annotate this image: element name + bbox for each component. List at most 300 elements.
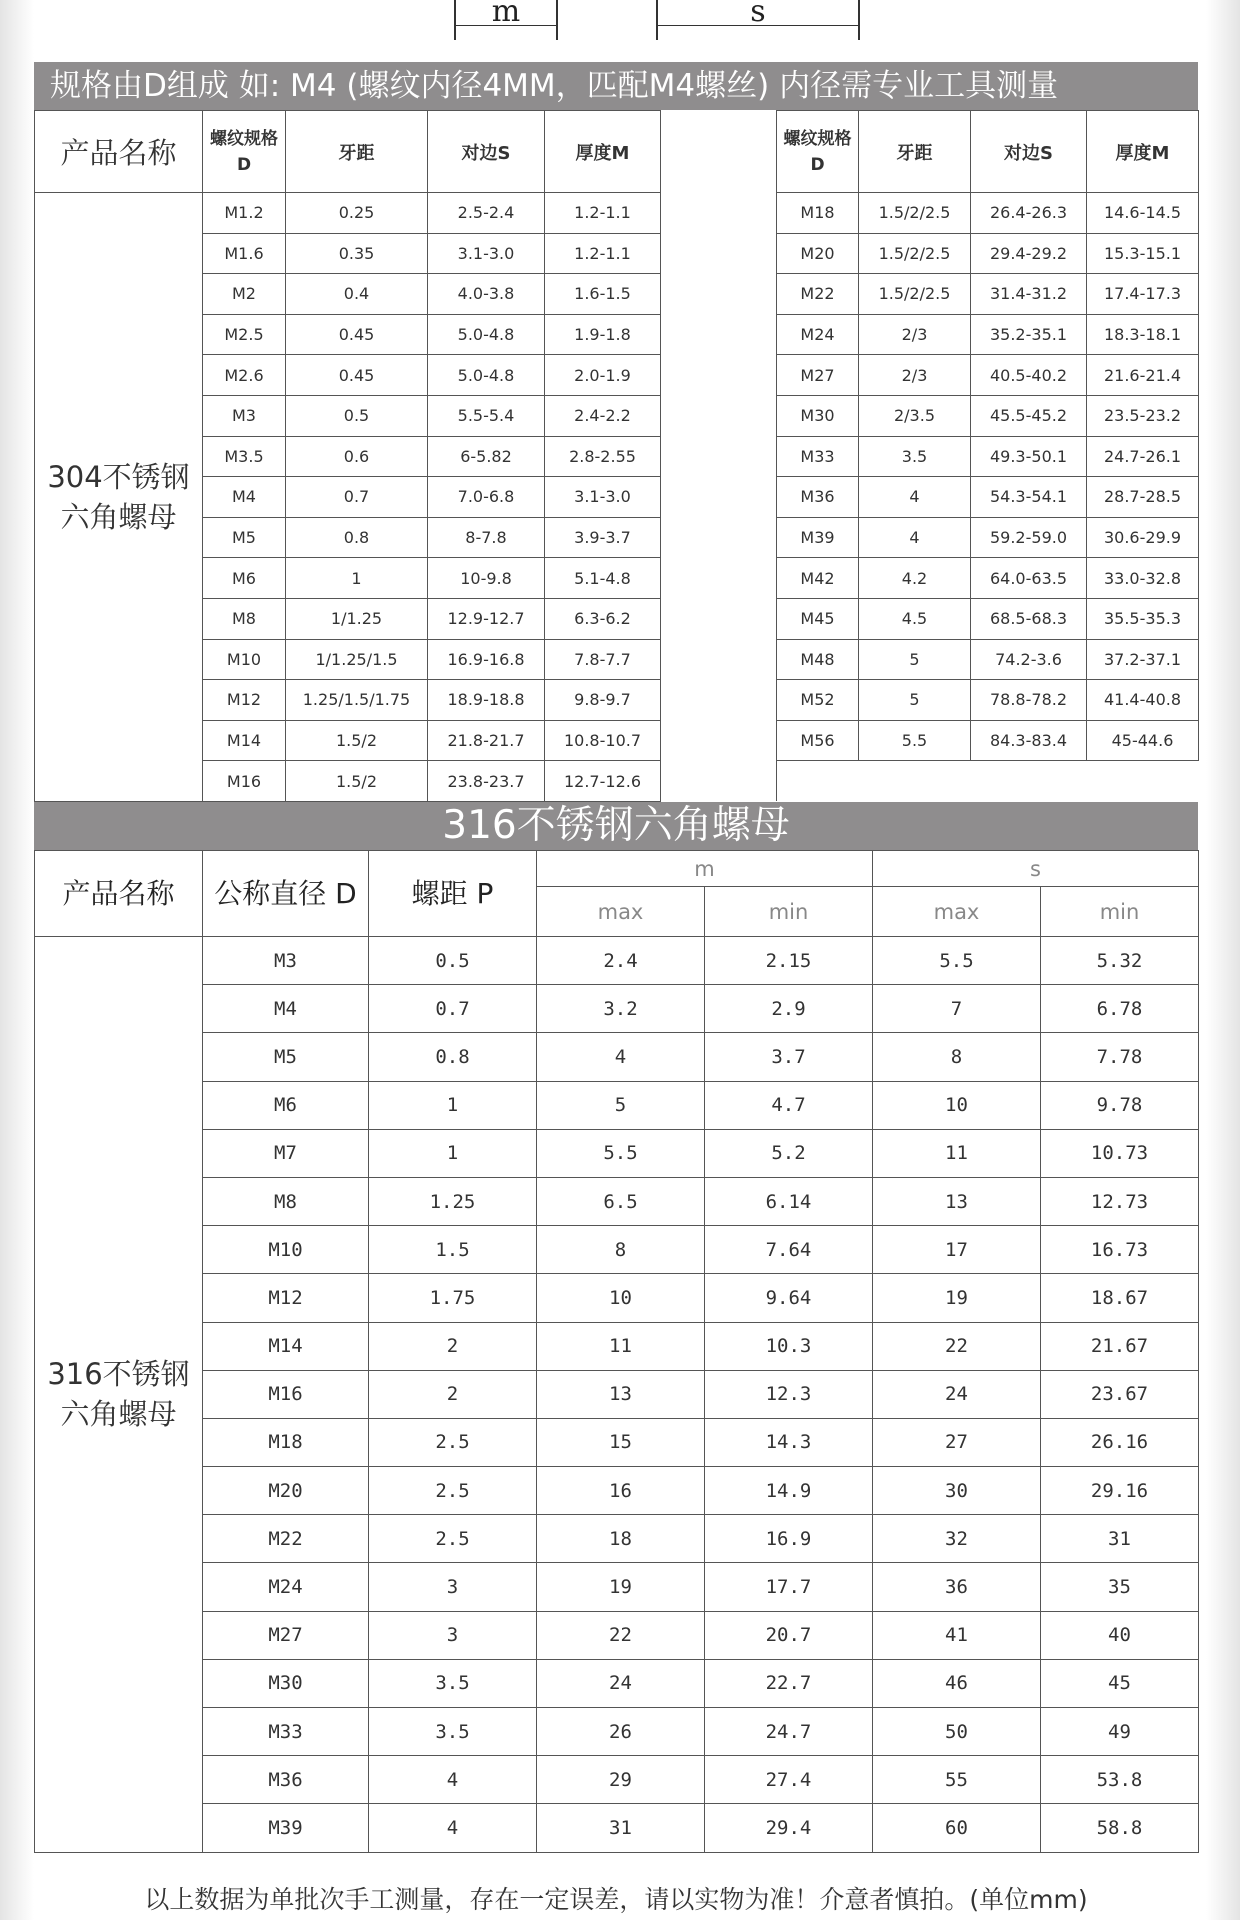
cell-right-across-flats: 45.5-45.2 [971, 395, 1087, 436]
header2-s-max: max [873, 887, 1041, 937]
table-row [35, 1611, 1199, 1659]
cell-s-max: 7 [873, 985, 1041, 1033]
cell-m-min: 6.14 [705, 1177, 873, 1225]
cell-left-spec: M14 [203, 720, 286, 761]
cell-m-min: 22.7 [705, 1659, 873, 1707]
cell-right-across-flats: 59.2-59.0 [971, 517, 1087, 558]
cell-m-min: 12.3 [705, 1370, 873, 1418]
table-row [35, 1515, 1199, 1563]
cell-m-min: 7.64 [705, 1226, 873, 1274]
cell-pitch: 3 [369, 1563, 537, 1611]
cell-nominal: M27 [203, 1611, 369, 1659]
cell-s-min: 7.78 [1041, 1033, 1199, 1081]
cell-s-min: 40 [1041, 1611, 1199, 1659]
table-row [35, 517, 1199, 558]
column-gap [661, 598, 777, 639]
cell-left-pitch: 0.5 [286, 395, 428, 436]
s-dimension [656, 0, 860, 40]
cell-nominal: M24 [203, 1563, 369, 1611]
cell-right-spec: M33 [777, 436, 859, 477]
cell-right-across-flats: 35.2-35.1 [971, 314, 1087, 355]
cell-left-spec: M3.5 [203, 436, 286, 477]
cell-right-pitch: 5 [859, 680, 971, 721]
cell-right-empty [777, 761, 859, 802]
table-row [35, 395, 1199, 436]
column-gap [661, 639, 777, 680]
cell-nominal: M22 [203, 1515, 369, 1563]
cell-left-spec: M3 [203, 395, 286, 436]
cell-left-spec: M2.6 [203, 355, 286, 396]
cell-right-across-flats: 74.2-3.6 [971, 639, 1087, 680]
cell-right-thickness: 28.7-28.5 [1087, 477, 1199, 518]
cell-m-min: 2.15 [705, 937, 873, 985]
cell-pitch: 2 [369, 1322, 537, 1370]
table-row [35, 1756, 1199, 1804]
cell-right-thickness: 15.3-15.1 [1087, 233, 1199, 274]
cell-left-across-flats: 23.8-23.7 [428, 761, 545, 802]
cell-pitch: 0.7 [369, 985, 537, 1033]
cell-s-max: 22 [873, 1322, 1041, 1370]
cell-right-thickness: 33.0-32.8 [1087, 558, 1199, 599]
cell-m-max: 2.4 [537, 937, 705, 985]
table-row [35, 1081, 1199, 1129]
left-edge-shade [0, 0, 34, 1920]
cell-left-across-flats: 6-5.82 [428, 436, 545, 477]
table-316-nuts [34, 850, 1199, 1853]
cell-right-spec: M39 [777, 517, 859, 558]
measurement-disclaimer: 以上数据为单批次手工测量，存在一定误差，请以实物为准！介意者慎拍。(单位mm) [144, 1885, 1088, 1914]
cell-nominal: M20 [203, 1467, 369, 1515]
cell-right-spec: M56 [777, 720, 859, 761]
cell-s-min: 58.8 [1041, 1804, 1199, 1852]
cell-s-max: 50 [873, 1708, 1041, 1756]
cell-s-min: 10.73 [1041, 1129, 1199, 1177]
table-row [35, 1033, 1199, 1081]
table-row [35, 274, 1199, 315]
cell-right-across-flats: 54.3-54.1 [971, 477, 1087, 518]
cell-left-across-flats: 21.8-21.7 [428, 720, 545, 761]
cell-right-spec: M24 [777, 314, 859, 355]
table-row [35, 1467, 1199, 1515]
cell-pitch: 0.8 [369, 1033, 537, 1081]
cell-left-spec: M1.2 [203, 193, 286, 234]
m-dimension-label: m [491, 0, 521, 29]
cell-m-max: 10 [537, 1274, 705, 1322]
cell-left-spec: M6 [203, 558, 286, 599]
cell-left-across-flats: 3.1-3.0 [428, 233, 545, 274]
cell-left-thickness: 1.2-1.1 [545, 233, 661, 274]
header-spec-right: 螺纹规格 D [777, 111, 859, 193]
cell-s-max: 41 [873, 1611, 1041, 1659]
product-name-316: 316不锈钢六角螺母 [35, 937, 203, 1853]
cell-right-pitch: 4.2 [859, 558, 971, 599]
cell-right-spec: M20 [777, 233, 859, 274]
cell-left-across-flats: 7.0-6.8 [428, 477, 545, 518]
cell-m-min: 10.3 [705, 1322, 873, 1370]
table-row [35, 1370, 1199, 1418]
table-row [35, 1659, 1199, 1707]
table-row [35, 436, 1199, 477]
header-across-flats-right: 对边S [971, 111, 1087, 193]
table-row [35, 355, 1199, 396]
table-row [35, 761, 1199, 802]
cell-s-max: 60 [873, 1804, 1041, 1852]
cell-nominal: M10 [203, 1226, 369, 1274]
cell-pitch: 1.25 [369, 1177, 537, 1225]
cell-m-max: 3.2 [537, 985, 705, 1033]
s-dimension-label: s [750, 0, 766, 29]
cell-left-pitch: 0.7 [286, 477, 428, 518]
cell-s-max: 13 [873, 1177, 1041, 1225]
column-gap [661, 680, 777, 721]
cell-right-pitch: 1.5/2/2.5 [859, 193, 971, 234]
cell-left-across-flats: 5.0-4.8 [428, 355, 545, 396]
cell-nominal: M30 [203, 1659, 369, 1707]
header2-product-name: 产品名称 [35, 851, 203, 937]
cell-s-min: 31 [1041, 1515, 1199, 1563]
cell-left-thickness: 5.1-4.8 [545, 558, 661, 599]
cell-s-max: 55 [873, 1756, 1041, 1804]
table-row [35, 937, 1199, 985]
cell-right-empty [971, 761, 1087, 802]
cell-left-spec: M10 [203, 639, 286, 680]
m-dimension [454, 0, 558, 40]
cell-right-spec: M36 [777, 477, 859, 518]
table-row [35, 1563, 1199, 1611]
cell-left-spec: M5 [203, 517, 286, 558]
cell-left-thickness: 2.0-1.9 [545, 355, 661, 396]
header-spec-left: 螺纹规格 D [203, 111, 286, 193]
cell-right-pitch: 1.5/2/2.5 [859, 274, 971, 315]
cell-right-across-flats: 84.3-83.4 [971, 720, 1087, 761]
cell-nominal: M6 [203, 1081, 369, 1129]
cell-left-thickness: 3.1-3.0 [545, 477, 661, 518]
header2-m-min: min [705, 887, 873, 937]
cell-right-pitch: 5 [859, 639, 971, 680]
cell-s-max: 32 [873, 1515, 1041, 1563]
cell-right-pitch: 5.5 [859, 720, 971, 761]
cell-left-across-flats: 4.0-3.8 [428, 274, 545, 315]
cell-pitch: 2.5 [369, 1467, 537, 1515]
cell-right-thickness: 45-44.6 [1087, 720, 1199, 761]
table-row [35, 233, 1199, 274]
header2-s-min: min [1041, 887, 1199, 937]
cell-right-thickness: 30.6-29.9 [1087, 517, 1199, 558]
cell-left-pitch: 0.8 [286, 517, 428, 558]
table-row [35, 1129, 1199, 1177]
cell-pitch: 4 [369, 1804, 537, 1852]
table-row [35, 1418, 1199, 1466]
cell-right-spec: M52 [777, 680, 859, 721]
cell-right-across-flats: 68.5-68.3 [971, 598, 1087, 639]
cell-pitch: 1.75 [369, 1274, 537, 1322]
header-thickness-right: 厚度M [1087, 111, 1199, 193]
cell-left-spec: M2 [203, 274, 286, 315]
column-gap [661, 274, 777, 315]
cell-nominal: M5 [203, 1033, 369, 1081]
cell-left-thickness: 10.8-10.7 [545, 720, 661, 761]
cell-pitch: 3.5 [369, 1659, 537, 1707]
cell-m-max: 29 [537, 1756, 705, 1804]
column-gap [661, 558, 777, 599]
cell-left-pitch: 0.45 [286, 314, 428, 355]
cell-right-empty [1087, 761, 1199, 802]
cell-left-thickness: 12.7-12.6 [545, 761, 661, 802]
cell-m-max: 26 [537, 1708, 705, 1756]
column-gap [661, 111, 777, 193]
cell-m-min: 5.2 [705, 1129, 873, 1177]
cell-left-spec: M2.5 [203, 314, 286, 355]
cell-m-max: 18 [537, 1515, 705, 1563]
cell-nominal: M12 [203, 1274, 369, 1322]
cell-left-thickness: 6.3-6.2 [545, 598, 661, 639]
cell-s-max: 8 [873, 1033, 1041, 1081]
header2-m-max: max [537, 887, 705, 937]
cell-m-max: 13 [537, 1370, 705, 1418]
cell-left-thickness: 1.2-1.1 [545, 193, 661, 234]
table-row [35, 314, 1199, 355]
cell-m-min: 27.4 [705, 1756, 873, 1804]
cell-right-across-flats: 26.4-26.3 [971, 193, 1087, 234]
table-row [35, 1804, 1199, 1852]
cell-right-across-flats: 31.4-31.2 [971, 274, 1087, 315]
cell-pitch: 1 [369, 1129, 537, 1177]
cell-left-pitch: 0.6 [286, 436, 428, 477]
cell-left-thickness: 2.4-2.2 [545, 395, 661, 436]
cell-left-pitch: 0.25 [286, 193, 428, 234]
cell-s-max: 36 [873, 1563, 1041, 1611]
cell-right-pitch: 4 [859, 517, 971, 558]
cell-right-pitch: 4 [859, 477, 971, 518]
cell-right-across-flats: 40.5-40.2 [971, 355, 1087, 396]
cell-right-pitch: 2/3 [859, 355, 971, 396]
cell-right-thickness: 17.4-17.3 [1087, 274, 1199, 315]
cell-pitch: 3.5 [369, 1708, 537, 1756]
table-row [35, 1322, 1199, 1370]
cell-right-pitch: 2/3.5 [859, 395, 971, 436]
cell-right-spec: M48 [777, 639, 859, 680]
cell-m-max: 19 [537, 1563, 705, 1611]
cell-m-max: 5.5 [537, 1129, 705, 1177]
table-row [35, 193, 1199, 234]
cell-pitch: 2.5 [369, 1418, 537, 1466]
cell-m-min: 17.7 [705, 1563, 873, 1611]
cell-left-across-flats: 12.9-12.7 [428, 598, 545, 639]
section-title-316: 316不锈钢六角螺母 [34, 802, 1198, 850]
table-row [35, 598, 1199, 639]
cell-m-min: 24.7 [705, 1708, 873, 1756]
cell-nominal: M16 [203, 1370, 369, 1418]
header2-s-group: s [873, 851, 1199, 887]
cell-pitch: 2.5 [369, 1515, 537, 1563]
dimension-diagram [0, 0, 1240, 58]
cell-left-pitch: 0.45 [286, 355, 428, 396]
cell-left-spec: M4 [203, 477, 286, 518]
cell-m-min: 3.7 [705, 1033, 873, 1081]
cell-left-thickness: 2.8-2.55 [545, 436, 661, 477]
table1-header-row [35, 111, 1199, 193]
cell-nominal: M8 [203, 1177, 369, 1225]
table-row [35, 477, 1199, 518]
cell-right-spec: M30 [777, 395, 859, 436]
cell-s-min: 18.67 [1041, 1274, 1199, 1322]
cell-left-across-flats: 5.5-5.4 [428, 395, 545, 436]
cell-pitch: 4 [369, 1756, 537, 1804]
cell-left-across-flats: 5.0-4.8 [428, 314, 545, 355]
cell-right-thickness: 37.2-37.1 [1087, 639, 1199, 680]
cell-pitch: 0.5 [369, 937, 537, 985]
cell-m-max: 6.5 [537, 1177, 705, 1225]
cell-m-min: 14.3 [705, 1418, 873, 1466]
cell-m-max: 5 [537, 1081, 705, 1129]
spec-explanation-banner: 规格由D组成 如: M4 (螺纹内径4MM，匹配M4螺丝) 内径需专业工具测量 [34, 62, 1198, 110]
cell-right-across-flats: 64.0-63.5 [971, 558, 1087, 599]
cell-left-pitch: 0.35 [286, 233, 428, 274]
cell-nominal: M33 [203, 1708, 369, 1756]
cell-m-max: 15 [537, 1418, 705, 1466]
column-gap [661, 517, 777, 558]
cell-s-min: 9.78 [1041, 1081, 1199, 1129]
cell-m-max: 22 [537, 1611, 705, 1659]
cell-right-thickness: 41.4-40.8 [1087, 680, 1199, 721]
cell-s-max: 27 [873, 1418, 1041, 1466]
table-row [35, 558, 1199, 599]
cell-s-min: 12.73 [1041, 1177, 1199, 1225]
cell-m-max: 8 [537, 1226, 705, 1274]
cell-m-min: 14.9 [705, 1467, 873, 1515]
cell-nominal: M39 [203, 1804, 369, 1852]
column-gap [661, 314, 777, 355]
cell-left-across-flats: 10-9.8 [428, 558, 545, 599]
cell-s-min: 23.67 [1041, 1370, 1199, 1418]
cell-right-thickness: 18.3-18.1 [1087, 314, 1199, 355]
cell-left-across-flats: 16.9-16.8 [428, 639, 545, 680]
cell-s-min: 53.8 [1041, 1756, 1199, 1804]
cell-right-across-flats: 29.4-29.2 [971, 233, 1087, 274]
header-pitch-left: 牙距 [286, 111, 428, 193]
cell-s-max: 19 [873, 1274, 1041, 1322]
cell-left-pitch: 0.4 [286, 274, 428, 315]
cell-m-max: 24 [537, 1659, 705, 1707]
cell-s-max: 10 [873, 1081, 1041, 1129]
cell-left-thickness: 9.8-9.7 [545, 680, 661, 721]
cell-left-across-flats: 2.5-2.4 [428, 193, 545, 234]
header2-m-group: m [537, 851, 873, 887]
cell-nominal: M36 [203, 1756, 369, 1804]
column-gap [661, 477, 777, 518]
cell-right-thickness: 21.6-21.4 [1087, 355, 1199, 396]
column-gap [661, 761, 777, 802]
cell-s-min: 35 [1041, 1563, 1199, 1611]
right-edge-shade [1206, 0, 1240, 1920]
cell-right-thickness: 24.7-26.1 [1087, 436, 1199, 477]
cell-nominal: M18 [203, 1418, 369, 1466]
cell-right-pitch: 4.5 [859, 598, 971, 639]
cell-s-max: 17 [873, 1226, 1041, 1274]
cell-m-min: 29.4 [705, 1804, 873, 1852]
cell-right-empty [859, 761, 971, 802]
cell-m-min: 9.64 [705, 1274, 873, 1322]
cell-m-max: 4 [537, 1033, 705, 1081]
cell-s-min: 6.78 [1041, 985, 1199, 1033]
cell-s-min: 21.67 [1041, 1322, 1199, 1370]
cell-left-pitch: 1/1.25 [286, 598, 428, 639]
header2-nominal-diameter: 公称直径 D [203, 851, 369, 937]
cell-right-spec: M22 [777, 274, 859, 315]
header2-pitch: 螺距 P [369, 851, 537, 937]
cell-nominal: M3 [203, 937, 369, 985]
cell-s-min: 45 [1041, 1659, 1199, 1707]
cell-nominal: M4 [203, 985, 369, 1033]
header-across-flats-left: 对边S [428, 111, 545, 193]
cell-s-max: 5.5 [873, 937, 1041, 985]
cell-m-min: 20.7 [705, 1611, 873, 1659]
cell-pitch: 2 [369, 1370, 537, 1418]
cell-left-thickness: 1.9-1.8 [545, 314, 661, 355]
cell-s-min: 5.32 [1041, 937, 1199, 985]
column-gap [661, 720, 777, 761]
cell-right-pitch: 1.5/2/2.5 [859, 233, 971, 274]
cell-right-spec: M18 [777, 193, 859, 234]
cell-right-across-flats: 78.8-78.2 [971, 680, 1087, 721]
cell-m-max: 31 [537, 1804, 705, 1852]
cell-left-pitch: 1.5/2 [286, 761, 428, 802]
cell-right-spec: M42 [777, 558, 859, 599]
cell-s-max: 24 [873, 1370, 1041, 1418]
column-gap [661, 355, 777, 396]
product-name-304: 304不锈钢六角螺母 [35, 193, 203, 802]
cell-right-spec: M27 [777, 355, 859, 396]
cell-left-spec: M16 [203, 761, 286, 802]
cell-left-pitch: 1.5/2 [286, 720, 428, 761]
table-row [35, 985, 1199, 1033]
cell-m-min: 16.9 [705, 1515, 873, 1563]
cell-m-max: 16 [537, 1467, 705, 1515]
table-row [35, 1226, 1199, 1274]
column-gap [661, 193, 777, 234]
cell-right-spec: M45 [777, 598, 859, 639]
cell-right-thickness: 35.5-35.3 [1087, 598, 1199, 639]
table-row [35, 680, 1199, 721]
table-row [35, 639, 1199, 680]
cell-right-thickness: 14.6-14.5 [1087, 193, 1199, 234]
cell-left-spec: M1.6 [203, 233, 286, 274]
cell-pitch: 1.5 [369, 1226, 537, 1274]
cell-s-max: 46 [873, 1659, 1041, 1707]
cell-left-pitch: 1 [286, 558, 428, 599]
cell-left-pitch: 1/1.25/1.5 [286, 639, 428, 680]
table-row [35, 1177, 1199, 1225]
column-gap [661, 436, 777, 477]
cell-s-min: 16.73 [1041, 1226, 1199, 1274]
header-product-name: 产品名称 [35, 111, 203, 193]
cell-m-min: 4.7 [705, 1081, 873, 1129]
cell-right-pitch: 3.5 [859, 436, 971, 477]
header-pitch-right: 牙距 [859, 111, 971, 193]
cell-m-min: 2.9 [705, 985, 873, 1033]
column-gap [661, 395, 777, 436]
table-304-nuts [34, 110, 1199, 802]
cell-left-pitch: 1.25/1.5/1.75 [286, 680, 428, 721]
table-row [35, 720, 1199, 761]
cell-left-spec: M12 [203, 680, 286, 721]
cell-s-max: 30 [873, 1467, 1041, 1515]
cell-pitch: 1 [369, 1081, 537, 1129]
cell-nominal: M14 [203, 1322, 369, 1370]
cell-nominal: M7 [203, 1129, 369, 1177]
cell-left-thickness: 7.8-7.7 [545, 639, 661, 680]
cell-s-min: 49 [1041, 1708, 1199, 1756]
